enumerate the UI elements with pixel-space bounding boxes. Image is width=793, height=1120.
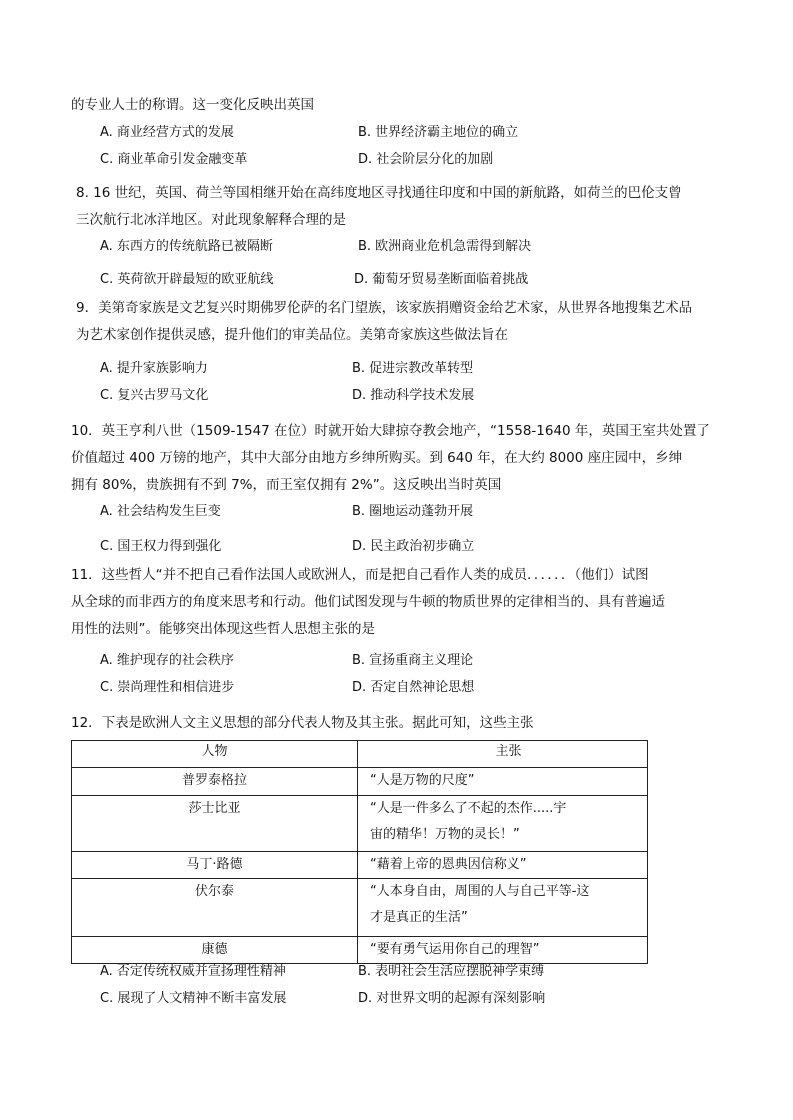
table-header-claim: 主张 xyxy=(358,741,648,768)
table-row xyxy=(72,852,648,879)
person-name: 康德 xyxy=(201,942,228,957)
table-row xyxy=(72,937,648,964)
person-name: 马丁·路德 xyxy=(186,857,243,872)
q9-stem-line-2: 为艺术家创作提供灵感，提升他们的审美品位。美第奇家族这些做法旨在 xyxy=(76,327,508,343)
q11-stem-line-1: 11．这些哲人“并不把自己看作法国人或欧洲人，而是把自己看作人类的成员．．．．．．（他们）试图 xyxy=(71,567,649,583)
table-header-person: 人物 xyxy=(72,741,358,768)
q11-stem-line-2: 从全球的而非西方的角度来思考和行动。他们试图发现与牛顿的物质世界的定律相当的、具有普遍适 xyxy=(71,594,665,610)
q8-stem-line-1: 8. 16 世纪，英国、荷兰等国相继开始在高纬度地区寻找通往印度和中国的新航路，如荷兰的巴伦支曾 xyxy=(76,185,682,201)
q7-option-d[interactable]: D. 社会阶层分化的加剧 xyxy=(358,152,494,167)
q9-stem-line-1: 9．美第奇家族是文艺复兴时期佛罗伦萨的名门望族，该家族捐赠资金给艺术家，从世界各地搜集艺术品 xyxy=(76,300,693,316)
table-row xyxy=(72,879,648,937)
q9-option-d[interactable]: D. 推动科学技术发展 xyxy=(352,388,475,403)
q12-option-b[interactable]: B. 表明社会生活应摆脱神学束缚 xyxy=(358,964,545,979)
table-row xyxy=(72,796,648,852)
q10-stem-line-1: 10．英王亨利八世（1509-1547 在位）时就开始大肆掠夺教会地产，“1558-1640 年，英国王室共处置了 xyxy=(71,423,710,439)
person-name: 普罗泰格拉 xyxy=(181,773,247,788)
table-cell-claim xyxy=(358,852,648,879)
person-name: 伏尔泰 xyxy=(194,884,234,899)
table-cell-person xyxy=(72,768,358,796)
claim-line: 才是真正的生活” xyxy=(370,910,468,925)
q10-option-b[interactable]: B. 圈地运动蓬勃开展 xyxy=(352,504,474,519)
q9-option-a[interactable]: A. 提升家族影响力 xyxy=(100,361,208,376)
q7-option-b[interactable]: B. 世界经济霸主地位的确立 xyxy=(358,125,519,140)
person-name: 莎士比亚 xyxy=(188,801,241,816)
humanism-table xyxy=(71,740,648,964)
q9-option-b[interactable]: B. 促进宗教改革转型 xyxy=(352,361,474,376)
table-header-row xyxy=(72,741,648,768)
table-row xyxy=(72,768,648,796)
q11-stem-line-3: 用性的法则”。能够突出体现这些哲人思想主张的是 xyxy=(71,621,375,637)
table-cell-claim xyxy=(358,768,648,796)
claim-line: “人本身自由，周围的人与自己平等-这 xyxy=(370,884,590,899)
q10-option-c[interactable]: C. 国王权力得到强化 xyxy=(100,539,222,554)
claim-line: “人是万物的尺度” xyxy=(370,773,475,788)
q8-option-d[interactable]: D. 葡萄牙贸易垄断面临着挑战 xyxy=(354,272,529,287)
q11-option-d[interactable]: D. 否定自然神论思想 xyxy=(352,680,475,695)
q8-option-c[interactable]: C. 英荷欲开辟最短的欧亚航线 xyxy=(100,272,274,287)
q11-option-c[interactable]: C. 崇尚理性和相信进步 xyxy=(100,680,235,695)
table-cell-person xyxy=(72,937,358,964)
q8-option-b[interactable]: B. 欧洲商业危机急需得到解决 xyxy=(358,239,532,254)
q7-option-c[interactable]: C. 商业革命引发金融变革 xyxy=(100,152,248,167)
claim-line: 宙的精华！万物的灵长！” xyxy=(370,827,520,842)
claim-line: “要有勇气运用你自己的理智” xyxy=(370,942,540,957)
q8-option-a[interactable]: A. 东西方的传统航路已被隔断 xyxy=(100,239,273,254)
table-cell-claim xyxy=(358,879,648,937)
q7-option-a[interactable]: A. 商业经营方式的发展 xyxy=(100,125,234,140)
table-cell-person xyxy=(72,796,358,852)
q12-option-a[interactable]: A. 否定传统权威并宣扬理性精神 xyxy=(100,964,286,979)
table-cell-claim xyxy=(358,937,648,964)
q11-option-a[interactable]: A. 维护现存的社会秩序 xyxy=(100,653,234,668)
q11-option-b[interactable]: B. 宣扬重商主义理论 xyxy=(352,653,474,668)
q8-stem-line-2: 三次航行北冰洋地区。对此现象解释合理的是 xyxy=(76,212,346,228)
table-cell-claim xyxy=(358,796,648,852)
table-cell-person xyxy=(72,879,358,937)
q12-stem-line-1: 12．下表是欧洲人文主义思想的部分代表人物及其主张。据此可知，这些主张 xyxy=(71,715,534,731)
q12-option-d[interactable]: D. 对世界文明的起源有深刻影响 xyxy=(358,991,546,1006)
table-cell-person xyxy=(72,852,358,879)
q7-stem-line: 的专业人士的称谓。这一变化反映出英国 xyxy=(71,97,314,113)
q12-option-c[interactable]: C. 展现了人文精神不断丰富发展 xyxy=(100,991,287,1006)
q10-option-a[interactable]: A. 社会结构发生巨变 xyxy=(100,504,221,519)
q10-stem-line-3: 拥有 80%，贵族拥有不到 7%，而王室仅拥有 2%”。这反映出当时英国 xyxy=(71,477,502,493)
q9-option-c[interactable]: C. 复兴古罗马文化 xyxy=(100,388,209,403)
claim-line: “藉着上帝的恩典因信称义” xyxy=(370,857,527,872)
q10-option-d[interactable]: D. 民主政治初步确立 xyxy=(352,539,475,554)
claim-line: “人是一件多么了不起的杰作.....宇 xyxy=(370,801,567,816)
q10-stem-line-2: 价值超过 400 万镑的地产，其中大部分由地方乡绅所购买。到 640 年，在大约 8000 座庄园中，乡绅 xyxy=(71,450,683,466)
